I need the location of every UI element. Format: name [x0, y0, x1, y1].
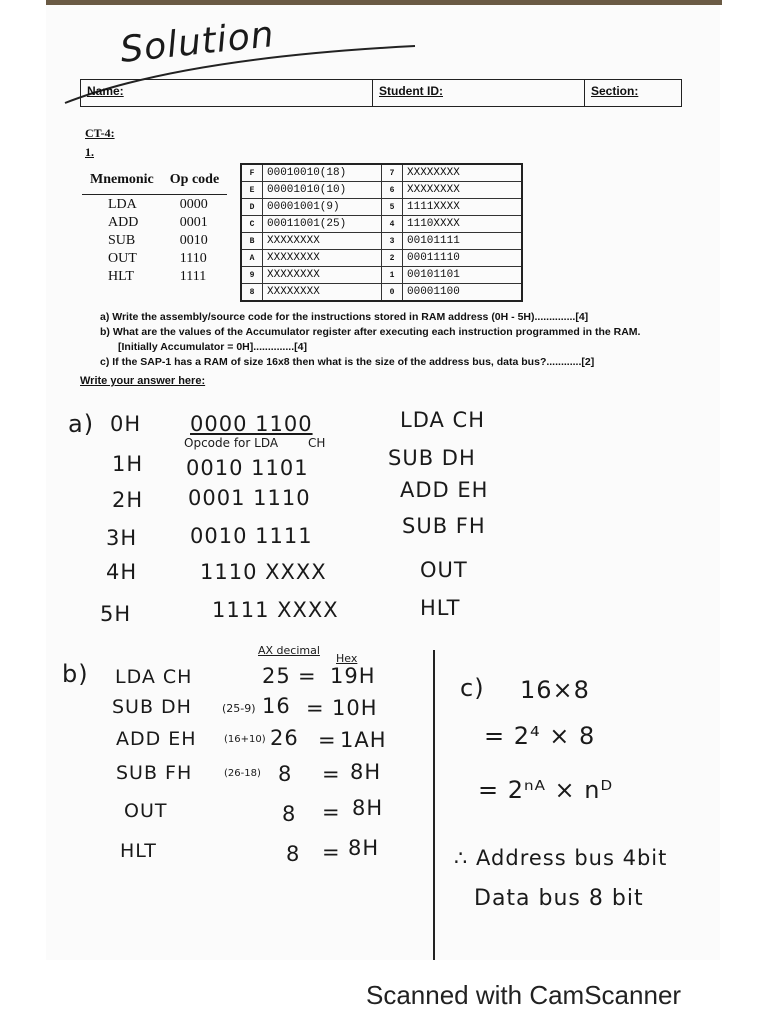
ram-row	[241, 233, 522, 250]
b-hex: 1AH	[340, 728, 387, 752]
b-head-ac: AX decimal	[258, 644, 320, 657]
opcode-header-code: Op code	[162, 170, 227, 195]
ram-row	[241, 182, 522, 199]
b-instr: OUT	[124, 800, 168, 822]
equals-sign: =	[318, 728, 337, 752]
opcode-cell: 1110	[179, 251, 207, 266]
opcode-cell: 0000	[179, 197, 208, 212]
answer-c-label: c)	[460, 674, 485, 702]
ram-address: 3	[382, 233, 403, 250]
ram-row	[241, 164, 522, 182]
ram-address: E	[241, 182, 263, 199]
name-label: Name:	[81, 80, 373, 106]
c-line-3: = 2ⁿᴬ × nᴰ	[478, 776, 614, 804]
ram-value: XXXXXXXX	[263, 284, 382, 302]
b-instr: LDA CH	[115, 666, 193, 688]
solution-title: Solution	[118, 14, 277, 71]
sub-question-b: b) What are the values of the Accumulator register after executing each instruction programmed in the RAM.	[100, 326, 641, 338]
sub-question-a: a) Write the assembly/source code for the instructions stored in RAM address (0H - 5H)..............[4]	[100, 311, 589, 323]
opcode-cell: 0010	[179, 233, 208, 248]
ram-value: XXXXXXXX	[263, 233, 382, 250]
c-line-2: = 2⁴ × 8	[484, 722, 596, 750]
mnemonic-cell: SUB	[108, 233, 136, 248]
c-line-1: 16×8	[520, 676, 590, 704]
b-head-hex: Hex	[336, 652, 358, 665]
write-answer-label: Write your answer here:	[80, 375, 206, 387]
a-instr: SUB DH	[388, 446, 476, 470]
equals-sign: =	[322, 800, 341, 824]
ram-address: 7	[382, 164, 403, 182]
a-instr: ADD EH	[400, 478, 489, 502]
equals-sign: =	[306, 696, 325, 720]
ram-value: XXXXXXXX	[263, 250, 382, 267]
ram-address: F	[241, 164, 263, 182]
opcode-table	[82, 170, 227, 285]
ram-value: 00011110	[403, 250, 523, 267]
b-calc: (16+10)	[224, 734, 266, 745]
ram-value: XXXXXXXX	[263, 267, 382, 284]
ram-value: 00010010(18)	[263, 164, 382, 182]
a-instr: OUT	[420, 558, 468, 582]
a-addr: 2H	[112, 488, 144, 512]
b-dec: 8	[286, 842, 301, 866]
b-hex: 8H	[350, 760, 382, 784]
b-dec: 8	[278, 762, 293, 786]
ram-value: 00011001(25)	[263, 216, 382, 233]
b-dec: 8	[282, 802, 297, 826]
answer-b-label: b)	[62, 660, 89, 688]
a-addr: 3H	[106, 526, 138, 550]
ram-row	[241, 284, 522, 302]
ram-address: 8	[241, 284, 263, 302]
b-instr: ADD EH	[116, 728, 197, 750]
ram-address: 5	[382, 199, 403, 216]
opcode-cell: 1111	[179, 269, 207, 284]
ram-address: C	[241, 216, 263, 233]
ram-address: 0	[382, 284, 403, 302]
b-hex: 8H	[352, 796, 384, 820]
a-bits: 0000 1100	[190, 412, 313, 436]
b-hex: 8H	[348, 836, 380, 860]
a-bits: 0001 1110	[188, 486, 311, 510]
a-note-addr: CH	[308, 436, 326, 450]
b-dec: 16	[262, 694, 291, 718]
mnemonic-cell: ADD	[108, 215, 139, 230]
sub-question-b-note: [Initially Accumulator = 0H]..............[4]	[118, 341, 307, 353]
mnemonic-cell: OUT	[108, 251, 137, 266]
a-bits: 1110 XXXX	[200, 560, 327, 584]
ram-address: 1	[382, 267, 403, 284]
student-id-label: Student ID:	[373, 80, 585, 106]
sub-questions	[100, 310, 640, 370]
student-info-bar	[80, 79, 682, 107]
a-bits: 0010 1101	[186, 456, 309, 480]
ram-address: 6	[382, 182, 403, 199]
equals-sign: =	[298, 664, 317, 688]
ram-row	[241, 250, 522, 267]
a-note-opcode: Opcode for LDA	[184, 436, 279, 450]
ram-address: 9	[241, 267, 263, 284]
b-instr: HLT	[120, 840, 157, 862]
ram-value: 00001010(10)	[263, 182, 382, 199]
a-addr: 0H	[110, 412, 142, 436]
ram-contents-table	[240, 163, 523, 302]
b-dec: 25	[262, 664, 291, 688]
equals-sign: =	[322, 762, 341, 786]
b-instr: SUB FH	[116, 762, 193, 784]
ram-value: 00001100	[403, 284, 523, 302]
ram-row	[241, 267, 522, 284]
b-hex: 10H	[332, 696, 378, 720]
ram-value: 1111XXXX	[403, 199, 523, 216]
question-number: 1.	[85, 145, 94, 159]
a-instr: SUB FH	[402, 514, 486, 538]
ram-address: 4	[382, 216, 403, 233]
b-calc: (26-18)	[224, 768, 261, 779]
ram-address: A	[241, 250, 263, 267]
ram-value: XXXXXXXX	[403, 182, 523, 199]
c-line-4: ∴ Address bus 4bit	[454, 846, 668, 870]
b-calc: (25-9)	[222, 702, 256, 715]
answer-a-label: a)	[68, 410, 95, 438]
ct-label: CT-4:	[85, 126, 115, 140]
column-divider	[433, 650, 435, 960]
opcode-header-mnemonic: Mnemonic	[82, 170, 162, 195]
a-addr: 5H	[100, 602, 132, 626]
ram-address: B	[241, 233, 263, 250]
b-dec: 26	[270, 726, 299, 750]
ram-address: 2	[382, 250, 403, 267]
camscanner-footer: Scanned with CamScanner	[366, 980, 682, 1010]
ram-value: 00101111	[403, 233, 523, 250]
mnemonic-cell: LDA	[108, 197, 137, 212]
b-hex: 19H	[330, 664, 376, 688]
a-addr: 1H	[112, 452, 144, 476]
a-instr: LDA CH	[400, 408, 485, 432]
a-bits: 1111 XXXX	[212, 598, 339, 622]
c-line-5: Data bus 8 bit	[474, 886, 644, 911]
section-label: Section:	[591, 84, 639, 98]
opcode-cell: 0001	[179, 215, 208, 230]
equals-sign: =	[322, 840, 341, 864]
ram-row	[241, 199, 522, 216]
mnemonic-cell: HLT	[108, 269, 134, 284]
ram-value: 1110XXXX	[403, 216, 523, 233]
ram-value: XXXXXXXX	[403, 164, 523, 182]
b-instr: SUB DH	[112, 696, 192, 718]
sub-question-c: c) If the SAP-1 has a RAM of size 16x8 then what is the size of the address bus, data bus?............[2]	[100, 356, 595, 368]
ram-row	[241, 216, 522, 233]
ram-address: D	[241, 199, 263, 216]
a-bits: 0010 1111	[190, 524, 313, 548]
ram-value: 00001001(9)	[263, 199, 382, 216]
a-addr: 4H	[106, 560, 138, 584]
ram-value: 00101101	[403, 267, 523, 284]
a-instr: HLT	[420, 596, 461, 620]
